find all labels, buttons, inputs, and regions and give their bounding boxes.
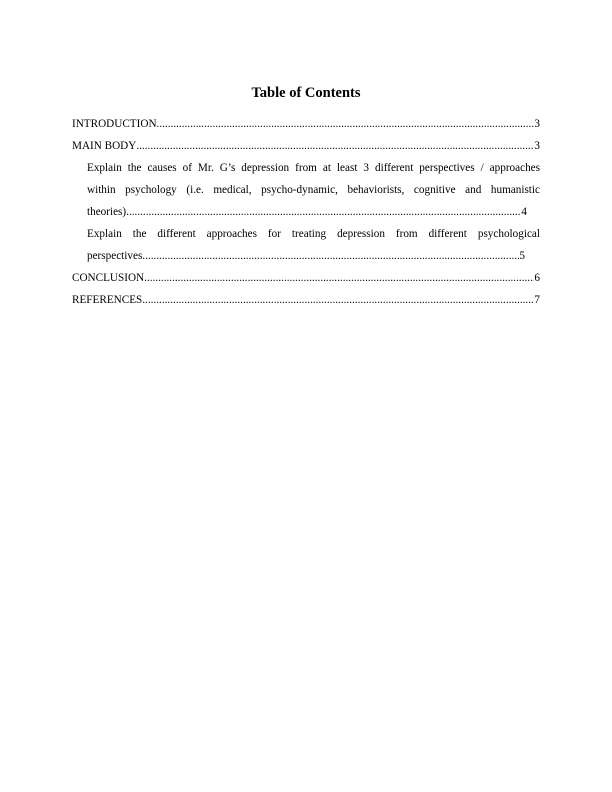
toc-entry-conclusion[interactable] [72, 267, 540, 289]
dot-leader [142, 289, 534, 311]
toc-entry-label-line2: perspectives [87, 250, 143, 262]
toc-entry-label: REFERENCES [72, 294, 143, 306]
toc-entry-label-line2: within psychology (i.e. medical, psycho-dynamic, behaviorists, cognitive and humanistic [87, 184, 540, 196]
table-of-contents [72, 113, 540, 311]
toc-entry-causes-of-depression[interactable] [72, 157, 540, 223]
toc-page-number: 3 [534, 140, 540, 152]
toc-entry-treatment-approaches[interactable] [72, 223, 540, 267]
toc-page-number: 3 [534, 118, 540, 130]
toc-title: Table of Contents [251, 85, 361, 101]
toc-entry-label-line3: theories) [87, 206, 127, 218]
dot-leader [144, 267, 534, 289]
toc-entry-label: MAIN BODY [72, 140, 137, 152]
dot-leader [126, 201, 521, 223]
toc-page-number: 7 [534, 294, 540, 306]
toc-entry-main-body[interactable] [72, 135, 540, 157]
toc-page-number: 6 [534, 272, 540, 284]
toc-entry-introduction[interactable] [72, 113, 540, 135]
toc-entry-label-line1: Explain the causes of Mr. G’s depression from at least 3 different perspectives / approaches [87, 162, 540, 174]
toc-entry-label: INTRODUCTION [72, 118, 157, 130]
dot-leader [142, 245, 519, 267]
toc-entry-references[interactable] [72, 289, 540, 311]
dot-leader [136, 135, 534, 157]
toc-entry-label-line1: Explain the different approaches for treating depression from different psychological [87, 228, 540, 240]
toc-page-number: 5 [519, 250, 525, 262]
toc-entry-label: CONCLUSION [72, 272, 145, 284]
dot-leader [157, 113, 535, 135]
toc-page-number: 4 [521, 206, 527, 218]
